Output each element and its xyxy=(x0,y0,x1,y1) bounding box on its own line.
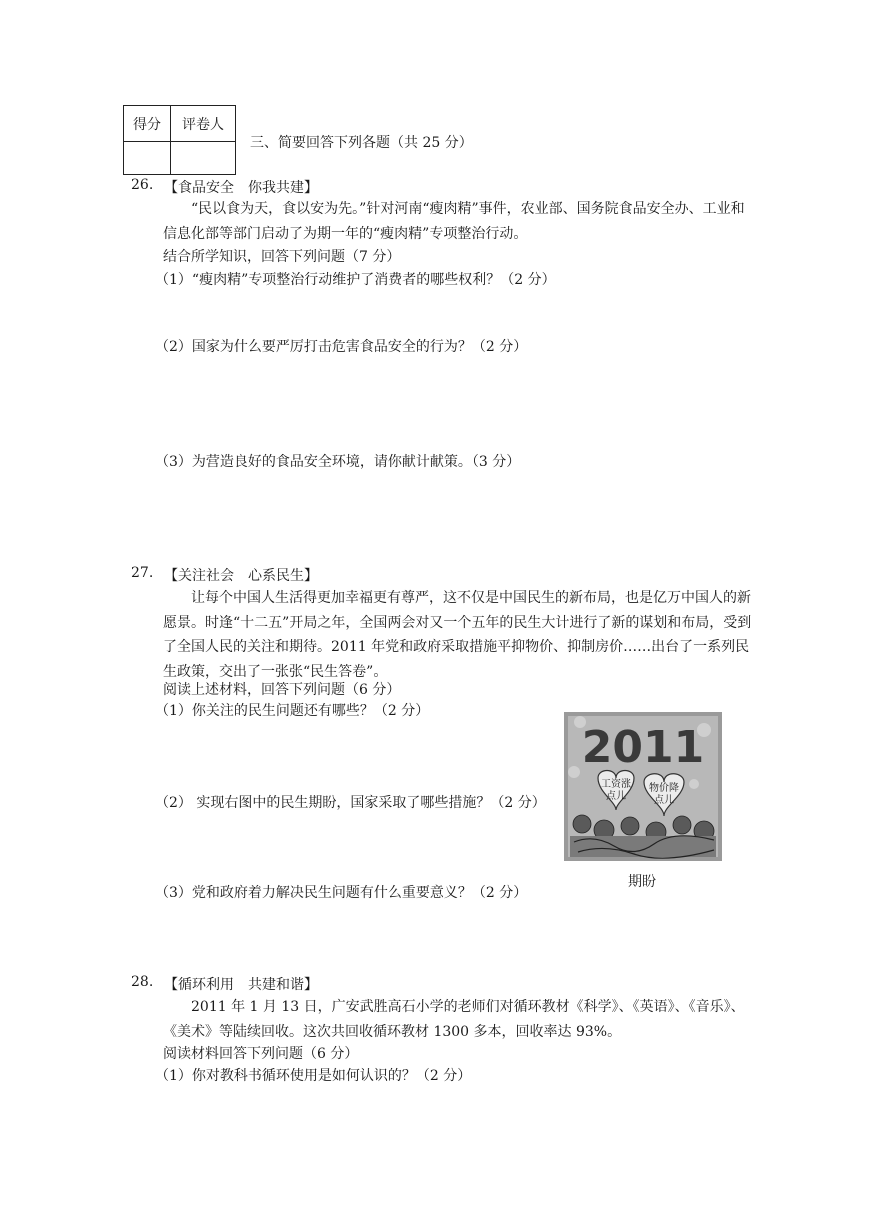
score-cell[interactable] xyxy=(124,142,171,175)
q28-instruction: 阅读材料回答下列问题（6 分） xyxy=(163,1046,359,1062)
heart-right-line1: 物价降 xyxy=(649,783,679,794)
q28-heading: 【循环利用 共建和谐】 xyxy=(164,977,318,993)
q27-instruction: 阅读上述材料，回答下列问题（6 分） xyxy=(163,682,401,698)
q27-number: 27. xyxy=(131,565,154,581)
q27-subquestion-2: （2） 实现右图中的民生期盼，国家采取了哪些措施？（2 分） xyxy=(155,795,546,811)
q27-heading: 【关注社会 心系民生】 xyxy=(164,568,318,584)
q27-subquestion-1: （1）你关注的民生问题还有哪些？（2 分） xyxy=(155,703,430,719)
score-label: 得分 xyxy=(124,106,171,142)
figure-year: 2011 xyxy=(581,722,705,773)
q28-subquestion-1: （1）你对教科书循环使用是如何认识的？（2 分） xyxy=(155,1068,472,1084)
q26-heading: 【食品安全 你我共建】 xyxy=(164,180,318,196)
cartoon-image xyxy=(564,712,722,861)
figure-caption: 期盼 xyxy=(628,874,656,890)
q26-number: 26. xyxy=(131,177,154,193)
grader-cell[interactable] xyxy=(171,142,236,175)
q26-subquestion-2: （2）国家为什么要严厉打击危害食品安全的行为？（2 分） xyxy=(155,339,528,355)
heart-left-line2: 点儿 xyxy=(606,791,626,802)
heart-right-line2: 点儿 xyxy=(654,795,674,806)
q28-number: 28. xyxy=(131,974,154,990)
grader-label: 评卷人 xyxy=(171,106,236,142)
q27-figure-image xyxy=(564,712,722,861)
q26-material: “民以食为天，食以安为先。”针对河南“瘦肉精”事件，农业部、国务院食品安全办、工业和信息化部等部门启动了为期一年的“瘦肉精”专项整治行动。 xyxy=(163,201,745,242)
heart-left-line1: 工资涨 xyxy=(601,779,631,790)
q26-subquestion-3: （3）为营造良好的食品安全环境，请你献计献策。（3 分） xyxy=(155,454,521,470)
q27-material: 让每个中国人生活得更加幸福更有尊严，这不仅是中国民生的新布局，也是亿万中国人的新愿景。时逢“十二五”开局之年，全国两会对又一个五年的民生大计进行了新的谋划和布局，受到了全国人民的关注和期待。2011 年党和政府采取措施平抑物价、抑制房价……出台了一系列民生政策，交出了一张张“民生答卷”。 xyxy=(163,590,752,680)
q27-subquestion-3: （3）党和政府着力解决民生问题有什么重要意义？（2 分） xyxy=(155,885,528,901)
q28-material: 2011 年 1 月 13 日，广安武胜高石小学的老师们对循环教材《科学》、《英语》、《音乐》、《美术》等陆续回收。这次共回收循环教材 1300 多本，回收率达 93%。 xyxy=(163,999,745,1040)
score-box xyxy=(123,105,236,175)
section-title: 三、简要回答下列各题（共 25 分） xyxy=(250,135,473,151)
q26-subquestion-1: （1）“瘦肉精”专项整治行动维护了消费者的哪些权利？（2 分） xyxy=(155,272,556,288)
q26-instruction: 结合所学知识，回答下列问题（7 分） xyxy=(163,249,401,265)
